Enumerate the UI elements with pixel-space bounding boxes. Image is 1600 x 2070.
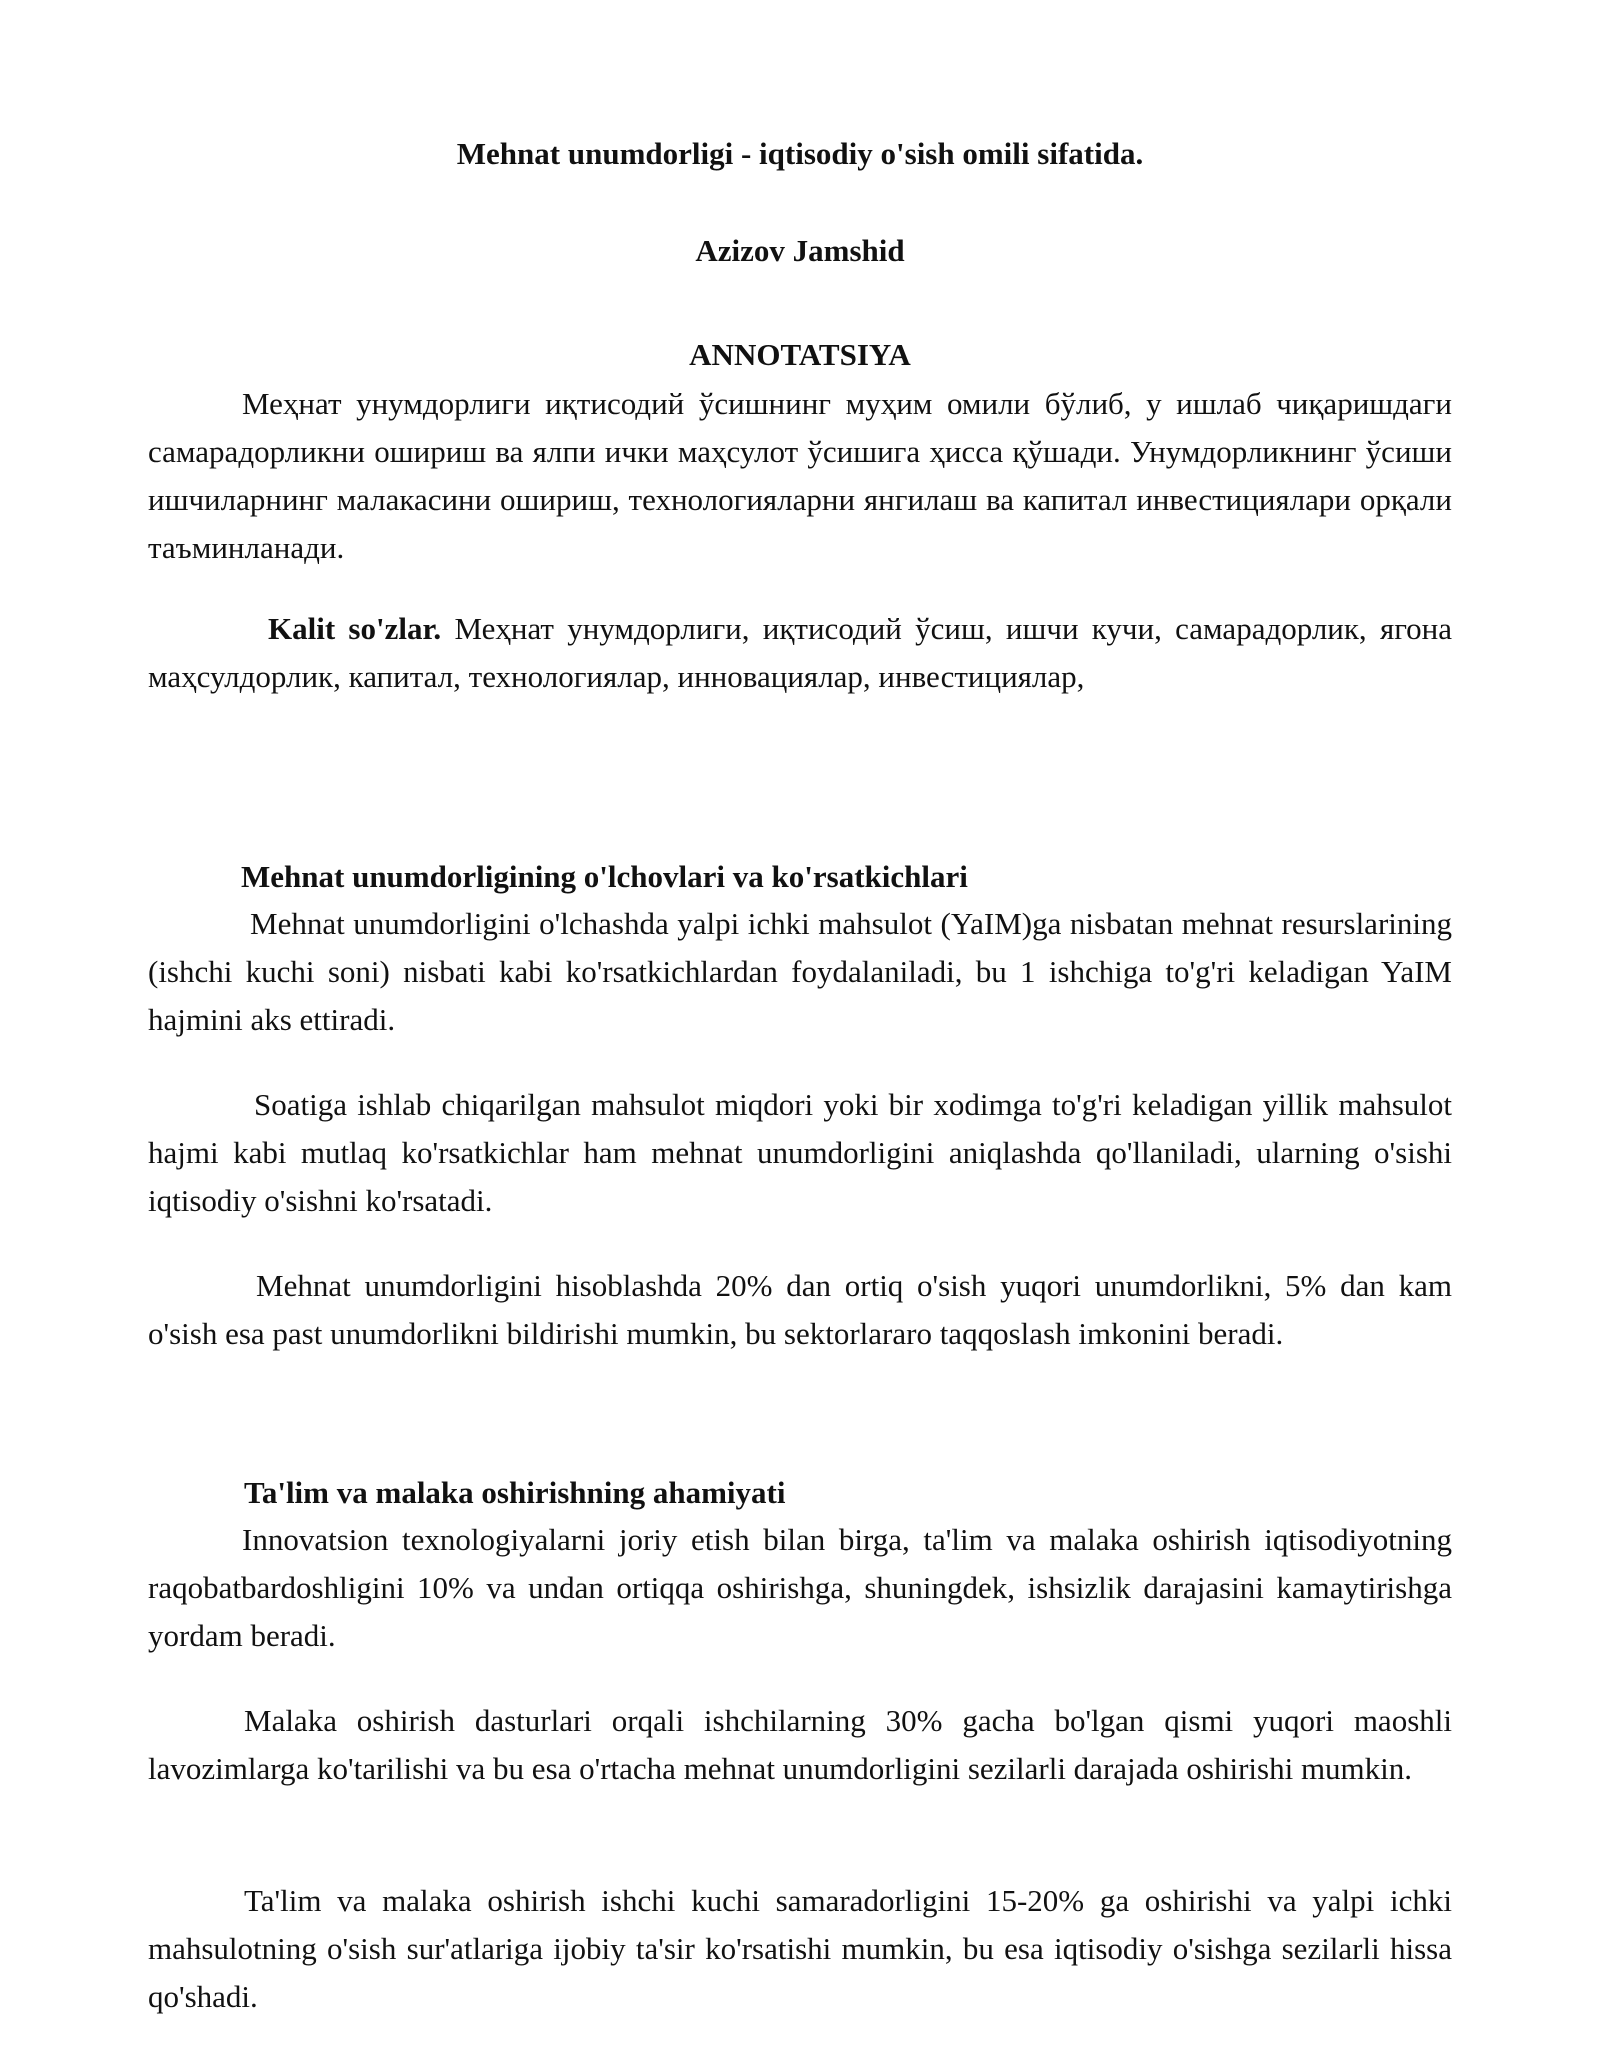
keywords-label: Kalit so'zlar. xyxy=(268,611,442,646)
section-heading-education: Ta'lim va malaka oshirishning ahamiyati xyxy=(244,1475,786,1510)
section-2-paragraph-2: Malaka oshirish dasturlari orqali ishchilarning 30% gacha bo'lgan qismi yuqori maoshli lavozimlarga ko'tarilishi va bu esa o'rtacha mehnat unumdorligini sezilarli darajada oshirishi mumkin. xyxy=(148,1703,1452,1786)
section-heading-measurements: Mehnat unumdorligining o'lchovlari va ko'rsatkichlari xyxy=(241,859,968,894)
section-1-paragraph-2: Soatiga ishlab chiqarilgan mahsulot miqdori yoki bir xodimga to'g'ri keladigan yillik mahsulot hajmi kabi mutlaq ko'rsatkichlar ham mehnat unumdorligini aniqlashda qo'llaniladi, ularning o'sishi iqtisodiy o'sishni ko'rsatadi. xyxy=(148,1087,1452,1218)
abstract-heading: ANNOTATSIYA xyxy=(689,337,911,372)
author-name: Azizov Jamshid xyxy=(695,233,905,268)
abstract-text: Меҳнат унумдорлиги иқтисодий ўсишнинг муҳим омили бўлиб, у ишлаб чиқаришдаги самарадорликни ошириш ва ялпи ички маҳсулот ўсишига ҳисса қўшади. Унумдорликнинг ўсиши ишчиларнинг малакасини ошириш, технологияларни янгилаш ва капитал инвестициялари орқали таъминланади. xyxy=(148,386,1452,565)
section-2-paragraph-1: Innovatsion texnologiyalarni joriy etish bilan birga, ta'lim va malaka oshirish iqtisodiyotning raqobatbardoshligini 10% va undan ortiqqa oshirishga, shuningdek, ishsizlik darajasini kamaytirishga yordam beradi. xyxy=(148,1522,1452,1653)
keywords-paragraph xyxy=(148,605,1452,701)
section-2-paragraph-3: Ta'lim va malaka oshirish ishchi kuchi samaradorligini 15-20% ga oshirishi va yalpi ichki mahsulotning o'sish sur'atlariga ijobiy ta'sir ko'rsatishi mumkin, bu esa iqtisodiy o'sishga sezilarli hissa qo'shadi. xyxy=(148,1883,1452,2014)
section-1-paragraph-3: Mehnat unumdorligini hisoblashda 20% dan ortiq o'sish yuqori unumdorlikni, 5% dan kam o'sish esa past unumdorlikni bildirishi mumkin, bu sektorlararo taqqoslash imkonini beradi. xyxy=(148,1268,1452,1351)
section-1-paragraph-1: Mehnat unumdorligini o'lchashda yalpi ichki mahsulot (YaIM)ga nisbatan mehnat resurslarining (ishchi kuchi soni) nisbati kabi ko'rsatkichlardan foydalaniladi, bu 1 ishchiga to'g'ri keladigan YaIM hajmini aks ettiradi. xyxy=(148,906,1452,1037)
keywords-text: Меҳнат унумдорлиги, иқтисодий ўсиш, ишчи кучи, самарадорлик, ягона маҳсулдорлик, капитал, технологиялар, инновациялар, инвестициялар, xyxy=(148,611,1453,694)
document-title: Mehnat unumdorligi - iqtisodiy o'sish omili sifatida. xyxy=(456,136,1144,171)
